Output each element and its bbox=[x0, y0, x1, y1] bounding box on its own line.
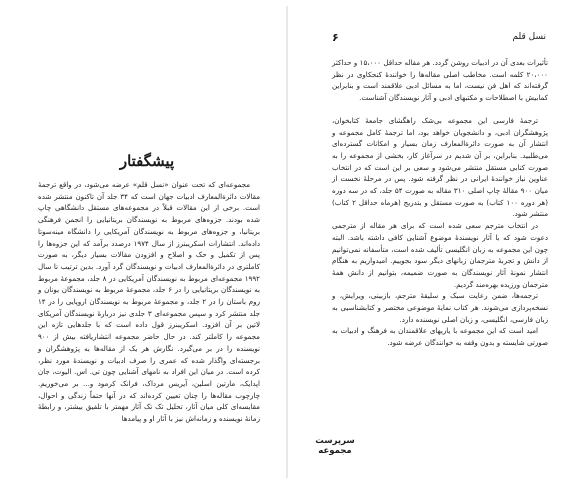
page-gutter bbox=[286, 6, 288, 478]
paragraph-gap bbox=[332, 104, 548, 115]
body-paragraph: تأثیرات بعدی آن در ادبیات روشن گردد. هر مقاله حداقل ۱۵،۰۰۰ و حداکثر ۲۰،۰۰۰ کلمه است. مخاطب اصلی مقاله‌ها را خوانندهٔ کنجکاوی در نظر گرفته‌اند که اهل فن نیست، اما به مسائل ادبی علاقمند است و بنابراین کمابیش با اصطلاحات و مکتبهای ادبی و آثار نویسندگان آشناست. bbox=[332, 58, 548, 103]
preface-paragraph: مجموعه‌ای که تحت عنوان «نسل قلم» عرضه می‌شود، در واقع ترجمهٔ مقالات دائرةالمعارف ادبیات جهان است که ۳۴ جلد آن تاکنون منتشر شده است. برخی از این مقالات قبلاً در مجموعه‌های مستقل دانشگاهی چاپ شده بودند. جزوه‌های مربوط به نویسندگان بریتانیایی را انجمن فرهنگی بریتانیا، و جزوه‌های مربوط به نویسندگان آمریکایی را دانشگاه مینه‌سوتا داده‌اند. انتشارات اسکریبنرز از سال ۱۹۷۴ درصدد برآمد که این جزوه‌ها را پس از تکمیل و حک و اصلاح و افزودن مقالات بسیار دیگر، به صورت کاملتری در دائرةالمعارف ادبیات و نویسندگان گرد آورد. بدین ترتیب تا سال ۱۹۹۲ مجموعه‌ای مربوط به نویسندگان آمریکایی در ۸ جلد، مجموعهٔ مربوط به نویسندگان بریتانیایی را در ۶ جلد، مجموعهٔ مربوط به نویسندگان یونان و روم باستان را در ۲ جلد، و مجموعهٔ مربوط به نویسندگان اروپایی را در ۱۴ جلد منتشر کرد و سپس مجموعه‌ای ۳ جلدی نیز دربارهٔ نویسندگان آمریکای لاتین بر آن افزود. اسکریبنرز قول داده است که با جلدهایی تازه این مجموعه را کاملتر کند. در حال حاضر مجموعه انتشاریافته بیش از ۹۰۰ نویسنده را در بر می‌گیرد. نگارش هر یک از مقاله‌ها به پژوهشگران و برجسته‌ای واگذار شده که عمری را صرف ادبیات و نویسندهٔ مورد نظر، کرده است. در میان این افراد به نامهای آشنایی چون تی. اس. الیوت، جان اپدایک، مارتین اسلین، آیریس مرداک، فرانک کرمود و... بر می‌خوریم. چارچوب مقاله‌ها را چنان تعیین کرده‌اند که در آنها حتماً زندگی و احوال، مقایسه‌ای کلی میان آثار، تحلیل تک تک آثار مهمتر با تلفیق بیشتر، و رابطهٔ زمانهٔ نویسنده و زمانه‌اش نیز با آثار او و پیامدها bbox=[38, 180, 260, 424]
chapter-title: پیشگفتار bbox=[119, 152, 175, 170]
body-paragraph: امید است که این مجموعه با یاریهای علاقمندان به فرهنگ و ادبیات به صورتی شایسته و بدون وقفه به خوانندگان عرضه شود. bbox=[332, 326, 548, 348]
right-page bbox=[290, 0, 580, 484]
page-header bbox=[290, 32, 580, 46]
body-paragraph: ترجمه‌ها، ضمن رعایت سبک و سلیقهٔ مترجم، بازبینی، ویرایش، و نسخه‌پردازی می‌شوند. هر کتاب نمایهٔ موضوعی مختصر و کتابشناسیی به زبان فارسی، انگلیسی، و زبان اصلی نویسنده دارد. bbox=[332, 291, 548, 324]
body-paragraph: ترجمهٔ فارسی این مجموعه بی‌شک راهگشای جامعهٔ کتابخوان، پژوهشگران ادبی، و دانشجویان خواهد بود، اما ترجمهٔ کامل مجموعه و انتشار آن به صورت دائرةالمعارف زمان بسیار و امکانات گسترده‌ای می‌طلبید. بنابراین، بر آن شدیم در سرآغاز کار، بخشی از مجموعه را به صورت کتابی مستقل منتشر می‌شود و سعی بر این است که در انتخاب عناوین نیاز خوانندهٔ ایرانی در نظر گرفته شود. پس در مرحلهٔ نخست از میان ۹۰۰ مقالهٔ چاپ اصلی ۳۱۰ مقاله به صورت ۵۴ جلد، که در سه دوره (هر دوره ۱۰۰ کتاب) به صورت مستقل و بتدریج (هرماه حداقل ۲ کتاب) منتشر شود. bbox=[332, 115, 548, 219]
right-page-body bbox=[332, 57, 548, 349]
running-title: نسل قلم bbox=[512, 32, 546, 42]
preface-body bbox=[38, 179, 260, 425]
left-page bbox=[0, 0, 286, 484]
body-paragraph: در انتخاب مترجم سعی شده است که برای هر مقاله از مترجمی دعوت شود که با آثار نویسندهٔ موضوع آشنایی کافی داشته باشد. البته چون این مجموعه به زبان انگلیسی تألیف شده است، متأسفانه نمی‌توانیم از دانش و تجربهٔ مترجمان زبانهای دیگر سود بجوییم. امیدواریم به هنگام انتشار نمونهٔ آثار نویسندگان به صورت ضمیمه، بتوانیم از دانش همهٔ مترجمان ورزیده بهره‌مند گردیم. bbox=[332, 221, 548, 289]
editor-signature: سرپرست مجموعه bbox=[315, 436, 355, 456]
page-number: ۶ bbox=[332, 31, 339, 44]
